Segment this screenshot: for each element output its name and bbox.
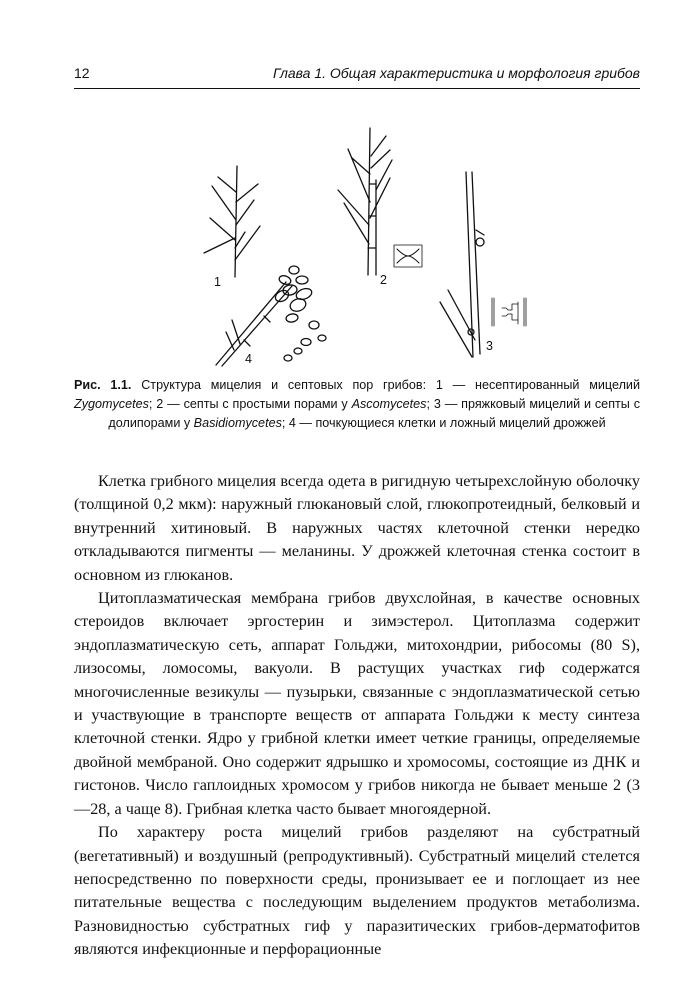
- caption-taxon-basidiomycetes: Basidiomycetes: [193, 416, 282, 430]
- figure-label-1: 1: [214, 275, 221, 289]
- caption-label: Рис. 1.1.: [74, 378, 132, 392]
- header-rule: [74, 88, 640, 89]
- caption-text-1: Структура мицелия и септовых пор грибов: 1 — несептированный мицелий: [131, 378, 640, 392]
- figure-label-3: 3: [486, 339, 493, 353]
- caption-taxon-ascomycetes: Ascomycetes: [351, 397, 427, 411]
- drawing-budding-yeast: [216, 266, 326, 366]
- figure-label-4: 4: [245, 352, 252, 366]
- paragraph: По характеру роста мицелий грибов разделяют на субстратный (вегетативный) и воздушный (репродуктивный). Субстратный мицелий стелется непосредственно по поверхности среды, пронизывает ее и поглощает из нее питательные вещества с последующим выделением продуктов метаболизма. Разновидностью субстратных гиф у паразитических грибов-дерматофитов являются инфекционные и перфорационные: [74, 823, 640, 959]
- caption-taxon-zygomycetes: Zygomycetes: [74, 397, 149, 411]
- drawing-septate-hyphae: [338, 128, 422, 275]
- paragraph: Клетка грибного мицелия всегда одета в ригидную четырехслойную оболочку (толщиной 0,2 мкм): наружный глюкановый слой, глюкопротеидный, белковый и внутренний хитиновый. В наружных частях клеточной стенки нередко откладываются пигменты — меланины. У дрожжей клеточная стенка состоит в основном из глюканов.: [74, 472, 640, 584]
- figure-caption: [74, 376, 640, 433]
- caption-text-2: ; 2 — септы с простыми порами у: [148, 397, 352, 411]
- running-header: [74, 64, 640, 84]
- mycelium-figure: [190, 120, 560, 375]
- drawing-clamp-mycelium: [440, 172, 526, 357]
- chapter-title: Глава 1. Общая характеристика и морфология грибов: [272, 65, 640, 81]
- drawing-nonseptate-mycelium: [204, 166, 260, 277]
- body-text: [74, 470, 640, 962]
- page-number: 12: [74, 65, 90, 81]
- figure-label-2: 2: [380, 273, 387, 287]
- caption-text-4: ; 4 — почкующиеся клетки и ложный мицелий дрожжей: [281, 416, 606, 430]
- caption-text-3: ; 3 — пряжковый мицелий и септы с долипорами у: [108, 397, 640, 430]
- paragraph: Цитоплазматическая мембрана грибов двухслойная, в качестве основных стероидов включает эргостерин и зимэстерол. Цитоплазма содержит эндоплазматическую сеть, аппарат Гольджи, митохондрии, рибосомы (80 S), лизосомы, ломосомы, вакуоли. В растущих участках гиф содержатся многочисленные везикулы — пузырьки, связанные с эндоплазматической сетью и участвующие в транспорте веществ от аппарата Гольджи к месту синтеза клеточной стенки. Ядро у грибной клетки имеет четкие границы, определяемые двойной мембраной. Оно содержит ядрышко и хромосомы, состоящие из ДНК и гистонов. Число гаплоидных хромосом у грибов никогда не бывает меньше 2 (3—28, а чаще 8). Грибная клетка часто бывает многоядерной.: [74, 589, 640, 818]
